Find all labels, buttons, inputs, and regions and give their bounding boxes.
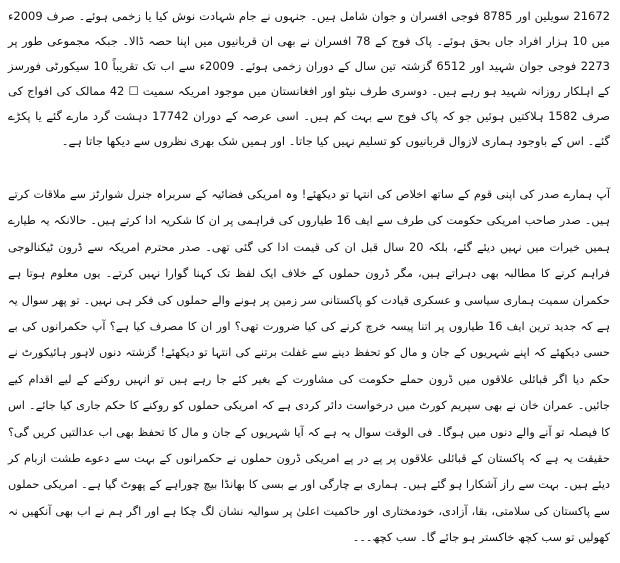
paragraph-drone-attacks: آپ ہمارے صدر کی اپنی قوم کے ساتھ اخلاص کی انتہا تو دیکھئے! وہ امریکی فضائیہ کے سربراہ جنرل شوارٹز سے ملاقات کرتے ہیں۔ صدر صاحب امریکی حکومت کی طرف سے ایف 16 طیاروں کی فراہمی پر ان کا شکریہ ادا کرتے ہیں۔ حالانکہ یہ طیارے ہمیں خیرات میں نہیں دیئے گئے، بلکہ 20 سال قبل ان کی قیمت ادا کی گئی تھی۔ صدر محترم امریکہ سے ڈرون ٹیکنالوجی فراہم کرنے کا مطالبہ بھی دہراتے ہیں، مگر ڈرون حملوں کے خلاف ایک لفظ تک کہنا گوارا نہیں کرتے۔ یوں معلوم ہوتا ہے حکمران سمیت ہماری سیاسی و عسکری قیادت کو پاکستانی سر زمین پر ہونے والے حملوں کی فکر ہی نہیں۔ تو پھر سوال یہ ہے کہ جدید ترین ایف 16 طیاروں پر اتنا پیسہ خرچ کرنے کی کیا ضرورت تھی؟ اور ان کا مصرف کیا ہے؟ آپ حکمرانوں کی بے حسی دیکھئے کہ اپنے شہریوں کے جان و مال کو تحفظ دینے سے غفلت برتنے کی انتہا تو دیکھئے! گزشتہ دنوں لاہور ہائیکورٹ نے حکم دیا اگر قبائلی علاقوں میں ڈرون حملے حکومت کی مشاورت کے بغیر کئے جا رہے ہیں تو انہیں روکنے کے لیے اقدام کیے جائیں۔ عمران خان نے بھی سپریم کورٹ میں درخواست دائر کردی ہے کہ امریکی حملوں کو روکنے کا حکم جاری کیا جائے۔ اس کا فیصلہ تو آنے والے دنوں میں ہوگا۔ فی الوقت سوال یہ ہے کہ آیا شہریوں کے جان و مال کا تحفظ بھی اب عدالتیں کریں گی؟ حقیقت یہ ہے کہ پاکستان کے قبائلی علاقوں پر پے در پے امریکی ڈرون حملوں نے حکمرانوں کے بہت سے دعوے طشت ازبام کر دیئے ہیں۔ بہت سے راز آشکارا ہو گئے ہیں۔ ہماری بے چارگی اور بے بسی کا بھانڈا بیچ چوراہے کے پھوٹ گیا ہے۔ امریکی حملوں سے پاکستان کی سلامتی، بقا، آزادی، خودمختاری اور حاکمیت اعلیٰ پر سوالیہ نشان لگ چکا ہے اور اگر ہم نے اب بھی آنکھیں نہ کھولیں تو سب کچھ خاکستر ہو جائے گا۔ سب کچھ۔۔۔ (8, 188, 610, 545)
paragraph-casualty-statistics: 21672 سویلین اور 8785 فوجی افسران و جوان شامل ہیں۔ جنہوں نے جام شہادت نوش کیا یا زخمی ہوئے۔ صرف 2009ء میں 10 ہزار افراد جاں بحق ہوئے۔ پاک فوج کے 78 افسران نے بھی ان قربانیوں میں اپنا حصہ ڈالا۔ جبکہ مجموعی طور پر 2273 فوجی جوان شہید اور 6512 گزشتہ تین سال کے دوران زخمی ہوئے۔ 2009ء سے اب تک تقریباً 10 سیکورٹی فورسز کے اہلکار روزانہ شہید ہو رہے ہیں۔ دوسری طرف نیٹو اور افغانستان میں موجود امریکہ سمیت ☐ 42 ممالک کی افواج کی صرف 1582 ہلاکتیں ہوئیں جو کہ پاک فوج سے بہت کم ہیں۔ اسی عرصہ کے دوران 17742 دہشت گرد مارے گئے یا پکڑے گئے۔ اس کے باوجود ہماری لازوال قربانیوں کو تسلیم نہیں کیا جاتا۔ اور ہمیں شک بھری نظروں سے دیکھا جاتا ہے۔ (8, 9, 611, 148)
paragraph-gap (8, 154, 610, 182)
